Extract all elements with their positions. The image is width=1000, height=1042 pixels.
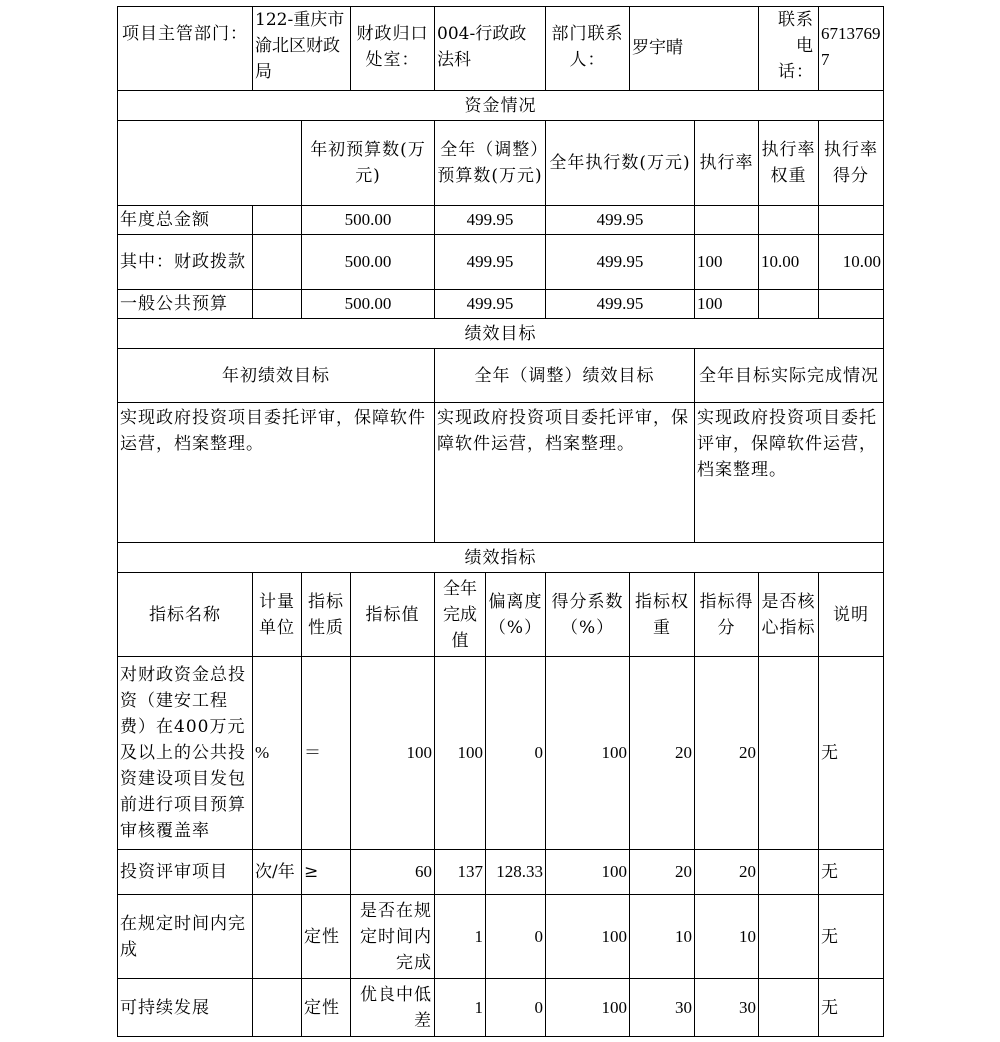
ind-nature: ≥: [302, 850, 351, 895]
funds-col-rate: 执行率: [695, 121, 759, 206]
ind-score: 30: [695, 979, 759, 1037]
funds-row-executed: 499.95: [546, 235, 695, 290]
contact-label: 部门联系人：: [546, 7, 630, 91]
ind-unit: [253, 895, 302, 979]
funds-col-initial: 年初预算数(万元): [302, 121, 435, 206]
funds-row-score: [819, 206, 884, 235]
performance-report-sheet: [117, 6, 883, 1037]
funds-col-executed: 全年执行数(万元): [546, 121, 695, 206]
ind-col-coef: 得分系数（%）: [546, 573, 630, 657]
goals-content-row: [118, 403, 884, 543]
ind-deviation: 0: [486, 657, 546, 850]
funds-row-initial: 500.00: [302, 290, 435, 319]
ind-col-score: 指标得分: [695, 573, 759, 657]
ind-col-unit: 计量单位: [253, 573, 302, 657]
funds-row-rate: 100: [695, 290, 759, 319]
ind-weight: 10: [630, 895, 695, 979]
ind-col-value: 指标值: [351, 573, 435, 657]
ind-note: 无: [819, 895, 884, 979]
indicators-section-title: 绩效指标: [118, 543, 884, 573]
indicator-row: [118, 895, 884, 979]
ind-note: 无: [819, 979, 884, 1037]
funds-row: [118, 206, 884, 235]
ind-note: 无: [819, 850, 884, 895]
funds-row-adjusted: 499.95: [435, 235, 546, 290]
contact-value: 罗宇晴: [630, 7, 759, 91]
ind-core: [759, 979, 819, 1037]
goals-col-adjusted: 全年（调整）绩效目标: [435, 349, 695, 403]
ind-value: 60: [351, 850, 435, 895]
funds-section-row: [118, 91, 884, 121]
ind-nature: 定性: [302, 895, 351, 979]
ind-name: 在规定时间内完成: [118, 895, 253, 979]
indicators-header-row: [118, 573, 884, 657]
dept-label: 项目主管部门：: [118, 7, 253, 91]
ind-col-weight: 指标权重: [630, 573, 695, 657]
ind-unit: 次/年: [253, 850, 302, 895]
ind-actual: 1: [435, 895, 486, 979]
ind-core: [759, 895, 819, 979]
office-label: 财政归口处室：: [351, 7, 435, 91]
office-value: 004-行政政法科: [435, 7, 546, 91]
funds-row: [118, 290, 884, 319]
funds-row-rate: 100: [695, 235, 759, 290]
goals-col-actual: 全年目标实际完成情况: [695, 349, 884, 403]
ind-score: 20: [695, 657, 759, 850]
ind-name: 可持续发展: [118, 979, 253, 1037]
ind-col-actual: 全年完成值: [435, 573, 486, 657]
ind-value: 100: [351, 657, 435, 850]
header-row: [118, 7, 884, 91]
goals-adjusted-text: 实现政府投资项目委托评审，保障软件运营，档案整理。: [435, 403, 695, 543]
ind-weight: 30: [630, 979, 695, 1037]
dept-value: 122-重庆市渝北区财政局: [253, 7, 351, 91]
funds-row: [118, 235, 884, 290]
funds-row-adjusted: 499.95: [435, 290, 546, 319]
ind-deviation: 0: [486, 979, 546, 1037]
goals-initial-text: 实现政府投资项目委托评审，保障软件运营，档案整理。: [118, 403, 435, 543]
ind-name: 对财政资金总投资（建安工程费）在400万元及以上的公共投资建设项目发包前进行项目预算审核覆盖率: [118, 657, 253, 850]
ind-deviation: 128.33: [486, 850, 546, 895]
funds-row-initial: 500.00: [302, 235, 435, 290]
ind-coef: 100: [546, 850, 630, 895]
funds-row-label: 其中：财政拨款: [118, 235, 253, 290]
ind-unit: %: [253, 657, 302, 850]
ind-deviation: 0: [486, 895, 546, 979]
funds-row-weight: [759, 290, 819, 319]
indicator-row: [118, 657, 884, 850]
funds-row-label: 年度总金额: [118, 206, 253, 235]
ind-coef: 100: [546, 657, 630, 850]
indicator-row: [118, 979, 884, 1037]
funds-row-executed: 499.95: [546, 206, 695, 235]
funds-row-score: 10.00: [819, 235, 884, 290]
ind-nature: ＝: [302, 657, 351, 850]
ind-col-nature: 指标性质: [302, 573, 351, 657]
ind-actual: 137: [435, 850, 486, 895]
ind-score: 10: [695, 895, 759, 979]
funds-header-row: [118, 121, 884, 206]
ind-value: 是否在规定时间内完成: [351, 895, 435, 979]
funds-section-title: 资金情况: [118, 91, 884, 121]
funds-row-blank: [253, 206, 302, 235]
funds-col-score: 执行率得分: [819, 121, 884, 206]
ind-weight: 20: [630, 657, 695, 850]
ind-score: 20: [695, 850, 759, 895]
goals-section-row: [118, 319, 884, 349]
funds-col-adjusted: 全年（调整）预算数(万元): [435, 121, 546, 206]
funds-row-blank: [253, 290, 302, 319]
goals-section-title: 绩效目标: [118, 319, 884, 349]
report-table: [117, 6, 884, 1037]
ind-col-deviation: 偏离度（%）: [486, 573, 546, 657]
ind-actual: 1: [435, 979, 486, 1037]
ind-weight: 20: [630, 850, 695, 895]
ind-name: 投资评审项目: [118, 850, 253, 895]
phone-value: 67137697: [819, 7, 884, 91]
indicators-section-row: [118, 543, 884, 573]
ind-nature: 定性: [302, 979, 351, 1037]
ind-core: [759, 657, 819, 850]
indicator-row: [118, 850, 884, 895]
funds-row-initial: 500.00: [302, 206, 435, 235]
ind-note: 无: [819, 657, 884, 850]
goals-actual-text: 实现政府投资项目委托评审，保障软件运营，档案整理。: [695, 403, 884, 543]
funds-row-rate: [695, 206, 759, 235]
ind-coef: 100: [546, 979, 630, 1037]
funds-row-score: [819, 290, 884, 319]
goals-header-row: [118, 349, 884, 403]
funds-header-blank: [118, 121, 302, 206]
ind-unit: [253, 979, 302, 1037]
ind-col-note: 说明: [819, 573, 884, 657]
ind-col-name: 指标名称: [118, 573, 253, 657]
phone-label: 联系电话：: [759, 7, 819, 91]
goals-col-initial: 年初绩效目标: [118, 349, 435, 403]
ind-col-core: 是否核心指标: [759, 573, 819, 657]
funds-row-executed: 499.95: [546, 290, 695, 319]
funds-row-blank: [253, 235, 302, 290]
ind-actual: 100: [435, 657, 486, 850]
funds-row-adjusted: 499.95: [435, 206, 546, 235]
funds-row-weight: 10.00: [759, 235, 819, 290]
funds-row-label: 一般公共预算: [118, 290, 253, 319]
funds-row-weight: [759, 206, 819, 235]
ind-value: 优良中低差: [351, 979, 435, 1037]
ind-core: [759, 850, 819, 895]
ind-coef: 100: [546, 895, 630, 979]
funds-col-weight: 执行率权重: [759, 121, 819, 206]
